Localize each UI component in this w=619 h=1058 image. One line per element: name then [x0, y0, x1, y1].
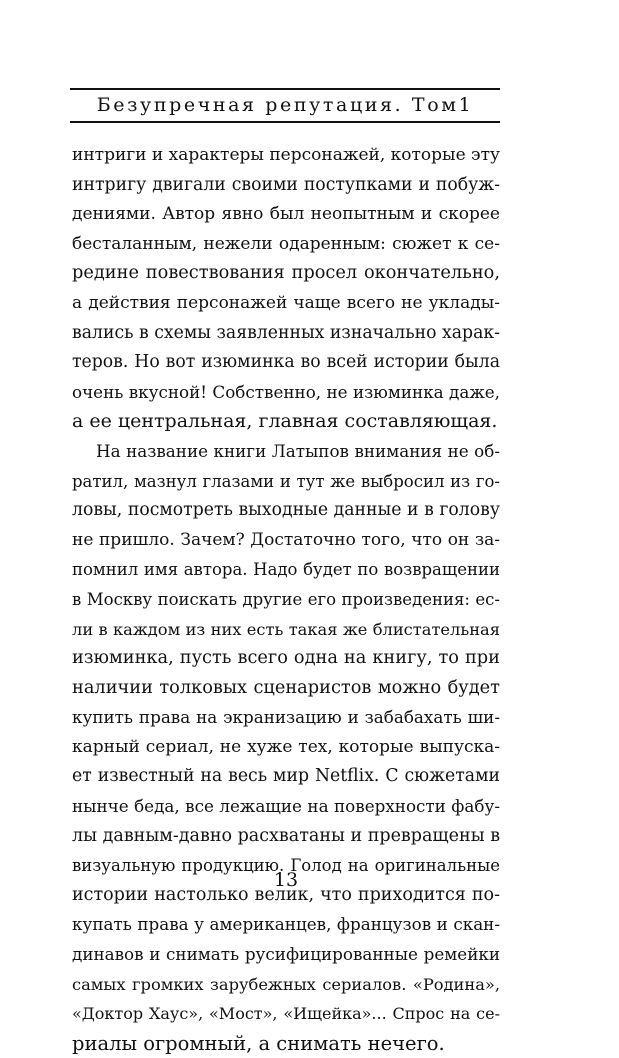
header-rule-bottom [70, 121, 500, 123]
text-line: ратил, мазнул глазами и тут же выбросил из го- [72, 471, 500, 491]
text-line: интриги и характеры персонажей, которые эту [72, 145, 500, 165]
text-line: карный сериал, не хуже тех, которые выпускa- [72, 736, 500, 757]
text-line: изюминка, пусть всего одна на книгу, то при [72, 648, 500, 669]
text-line: в Москву поискать другие его произведения: ес- [72, 589, 500, 609]
text-line: истории настолько велик, что приходится по- [72, 884, 500, 905]
text-line: ет известный на весь мир Netflix. С сюжетами [72, 766, 500, 787]
page-number: 13 [273, 869, 299, 891]
text-line: не пришло. Зачем? Достаточно того, что он за- [72, 529, 500, 550]
text-line: лы давным-давно расхватаны и превращены в [72, 825, 501, 846]
paragraph-2 [72, 437, 500, 1058]
text-line: купить права на экранизацию и забабахать ши- [72, 707, 500, 728]
text-line: риалы огромный, а снимать нечего. [72, 1031, 445, 1055]
text-line: редине повествования просел окончательно, [72, 263, 500, 284]
text-line: а действия персонажей чаще всего не уклады- [72, 292, 500, 313]
text-line: На название книги Латыпов внимания не об- [96, 440, 500, 461]
text-line: наличии толковых сценаристов можно будет [72, 677, 500, 698]
text-line: интригу двигали своими поступками и побуж- [72, 174, 500, 195]
text-line: визуальную продукцию. Голод на оригинальные [72, 856, 500, 876]
text-line: а ее центральная, главная составляющая. [72, 410, 498, 433]
text-line: дениями. Автор явно был неопытным и скорее [72, 204, 500, 225]
text-line: теров. Но вот изюминка во всей истории была [72, 352, 500, 373]
text-line: нынче беда, все лежащие на поверхности фабу- [72, 796, 500, 817]
text-line: ли в каждом из них есть такая же блистательная [72, 619, 500, 639]
text-line: самых громких зарубежных сериалов. «Родина», [72, 974, 500, 994]
text-line: «Доктор Хаус», «Мост», «Ищейка»... Спрос на се- [72, 1004, 500, 1024]
text-line: динавов и снимать русифицированные ремейки [72, 944, 500, 965]
running-title: Безупречная репутация. Том1 [96, 94, 474, 116]
header-rule-top [70, 88, 500, 90]
text-line: вались в схемы заявленных изначально харак- [72, 322, 500, 343]
text-line: купать права у американцев, французов и скан- [72, 914, 500, 935]
paragraph-1 [72, 141, 500, 437]
text-line: помнил имя автора. Надо будет по возвращении [72, 560, 500, 580]
text-line: бесталанным, нежели одаренным: сюжет к се- [72, 233, 500, 254]
text-line: очень вкусной! Собственно, не изюминка даже, [72, 381, 500, 402]
text-line: ловы, посмотреть выходные данные и в голову [72, 500, 500, 521]
body-text [72, 141, 500, 1058]
